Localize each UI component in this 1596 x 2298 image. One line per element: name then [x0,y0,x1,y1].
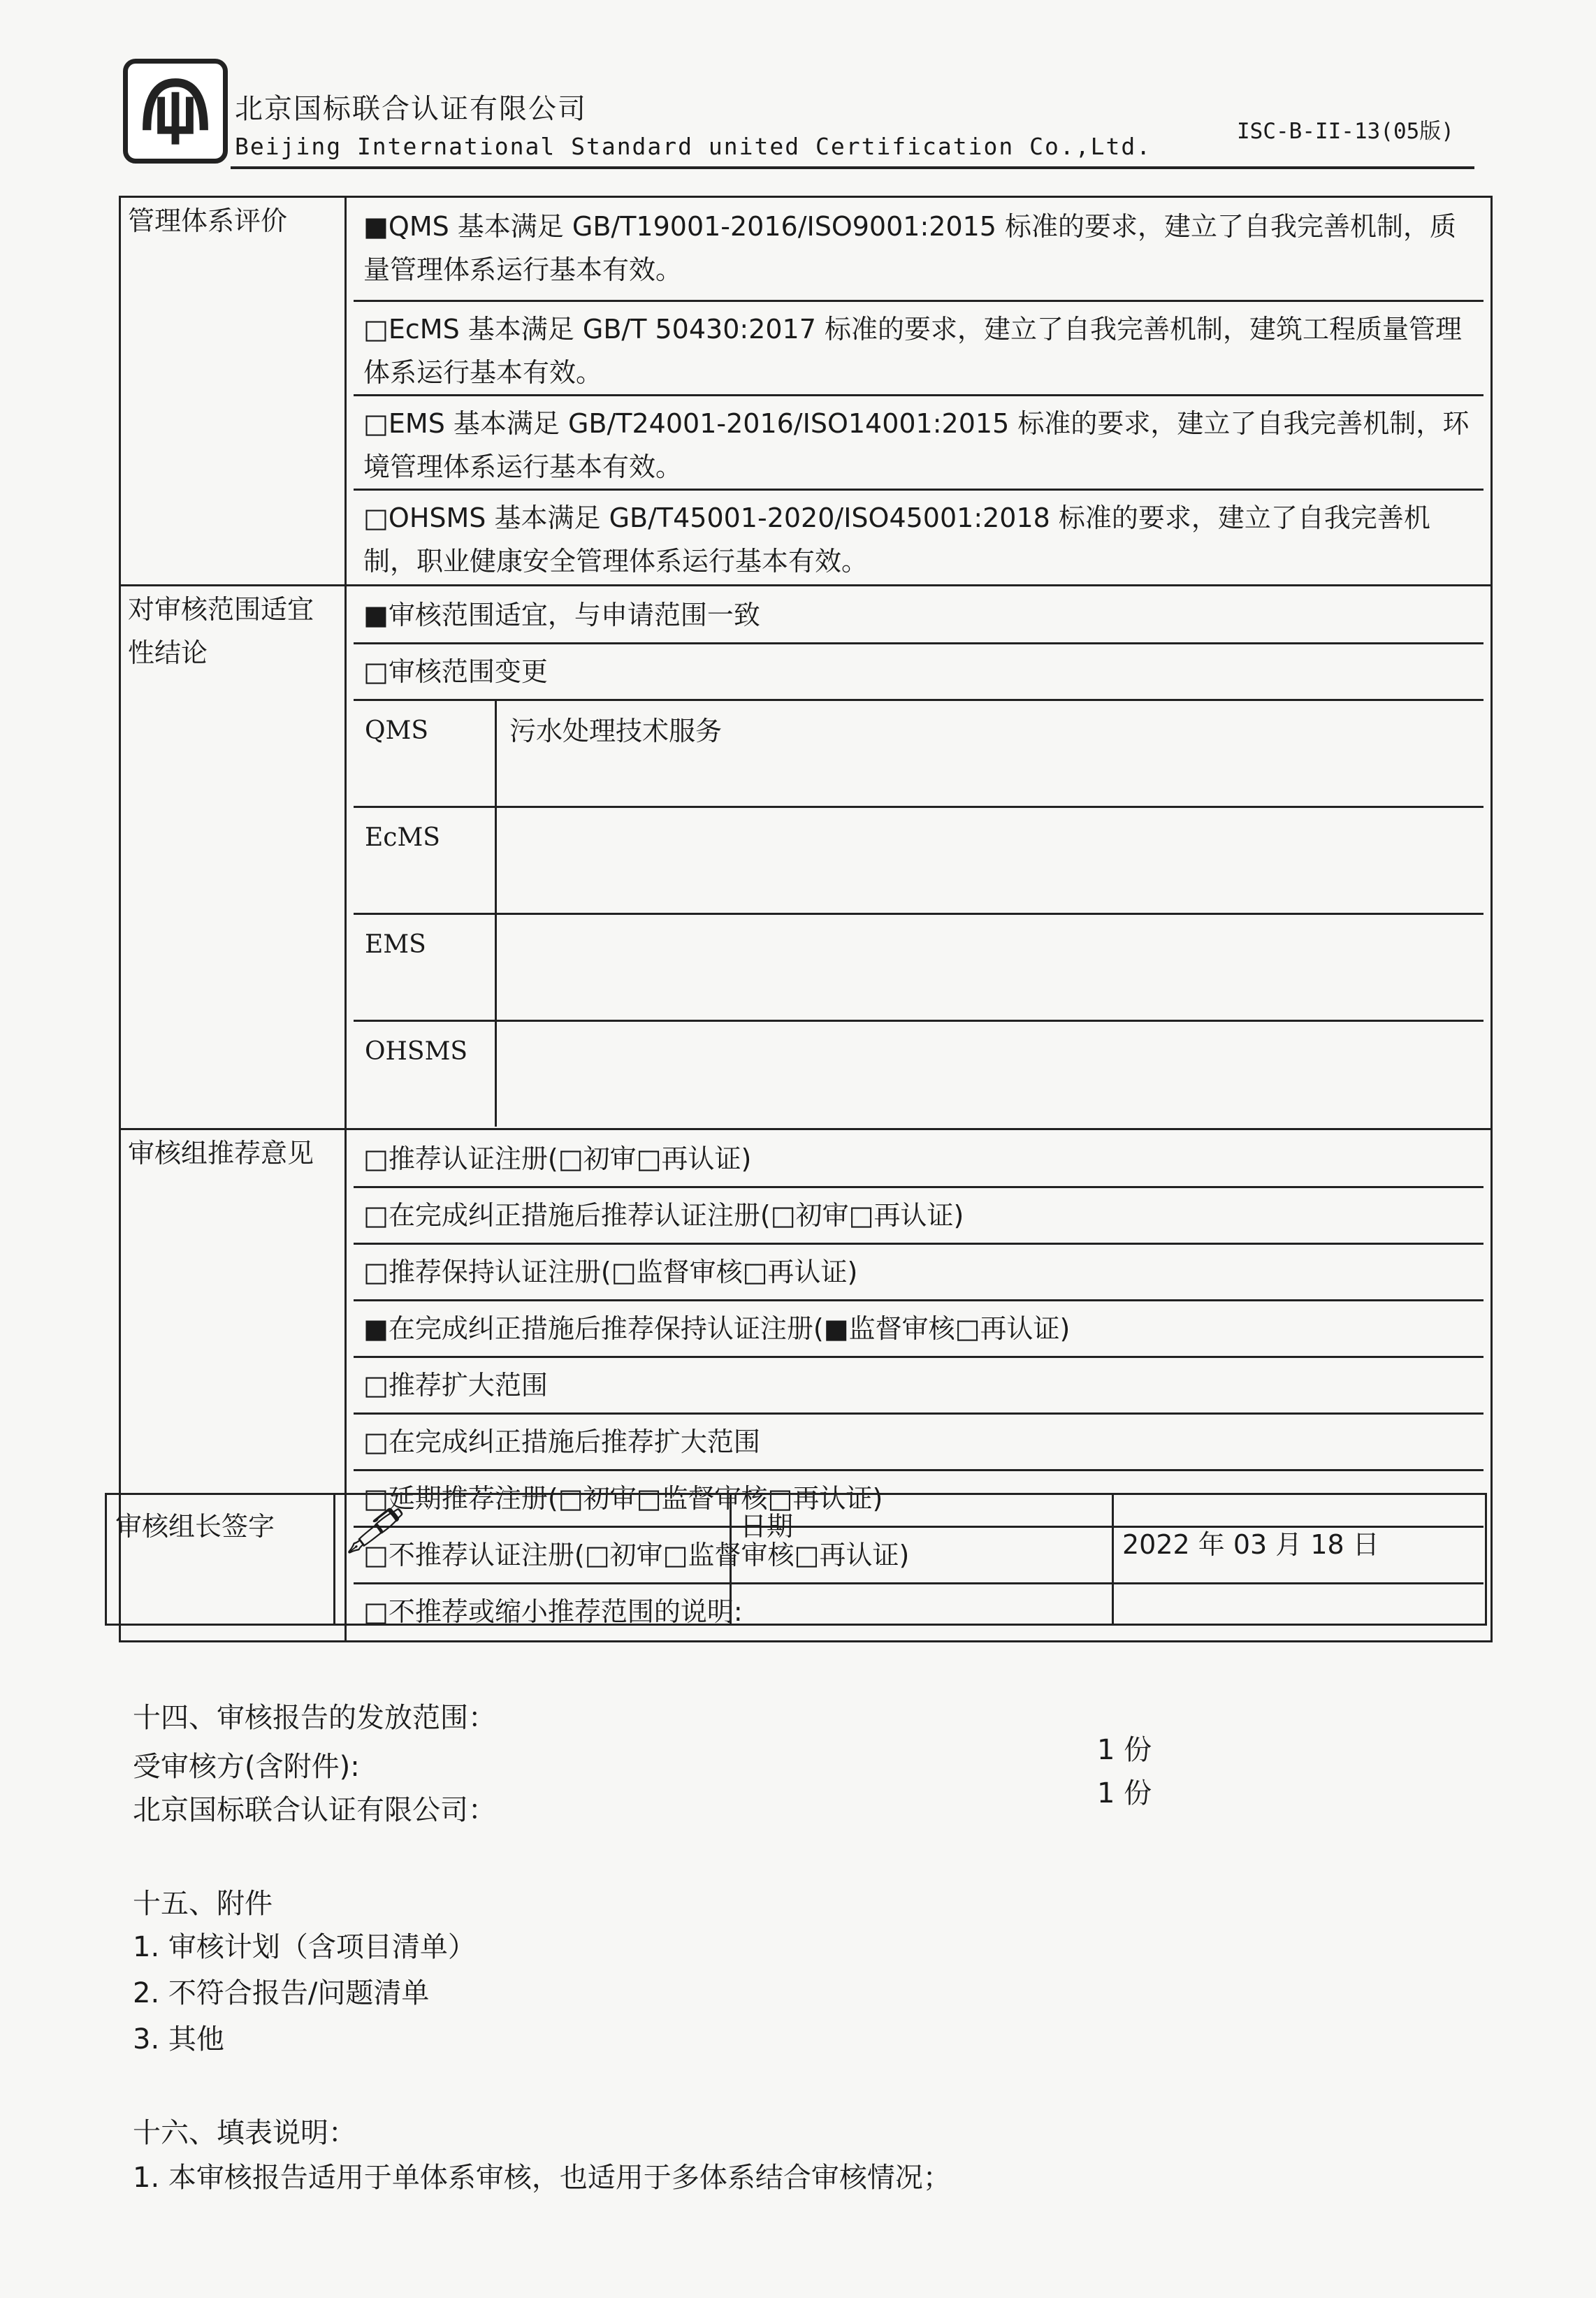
leader-signature [335,1494,731,1625]
recommend-item: □不推荐或缩小推荐范围的说明: [363,1596,743,1627]
scope-row-qms [354,701,1483,808]
section15-item: 2. 不符合报告/问题清单 [133,1977,430,2009]
scope-value [497,1022,1483,1127]
section16-title: 十六、填表说明： [133,2117,356,2149]
scope-row-ecms [354,808,1483,915]
signature-table [105,1493,1487,1626]
section14-line2-qty: 1 份 [1097,1777,1152,1809]
mgmt-item-ohsms: □OHSMS 基本满足 GB/T45001-2020/ISO45001:2018 标准的要求，建立了自我完善机制，职业健康安全管理体系运行基本有效。 [363,503,1430,577]
signature-mark: 🖋 [344,1505,401,1557]
document-code: ISC-B-II-13(05版) [1237,119,1454,144]
scope-option-changed: □审核范围变更 [354,644,1483,701]
scope-key: QMS [354,701,497,806]
leader-signature-label: 审核组长签字 [106,1494,335,1625]
scope-value: 污水处理技术服务 [509,716,723,746]
date-label: 日期 [731,1494,1113,1625]
recommend-item: □推荐扩大范围 [354,1358,1483,1415]
scope-key: OHSMS [354,1022,497,1127]
mgmt-item-ems: □EMS 基本满足 GB/T24001-2016/ISO14001:2015 标准的要求，建立了自我完善机制，环境管理体系运行基本有效。 [354,396,1483,491]
section14-line2: 北京国标联合认证有限公司： [133,1794,496,1826]
scope-row-ems [354,915,1483,1022]
logo-icon [128,64,223,159]
scope-value [497,808,1483,913]
section14-line1: 受审核方(含附件): [133,1751,360,1783]
recommend-item: □在完成纠正措施后推荐认证注册(□初审□再认证) [354,1188,1483,1245]
company-name-en: Beijing International Standard united Certification Co.,Ltd. [235,133,1152,160]
recommend-item: □在完成纠正措施后推荐扩大范围 [354,1415,1483,1471]
scope-row-ohsms [354,1022,1483,1127]
scope-key: EMS [354,915,497,1020]
section16-item: 1. 本审核报告适用于单体系审核，也适用于多体系结合审核情况； [133,2162,951,2194]
mgmt-label: 管理体系评价 [120,197,346,586]
section14-line1-qty: 1 份 [1097,1734,1152,1766]
mgmt-section [120,197,1492,586]
audit-conclusion-table [119,196,1493,1642]
recommend-item: □延期推荐注册(□初审□监督审核□再认证) [354,1471,1483,1528]
recommend-item: □推荐保持认证注册(□监督审核□再认证) [354,1245,1483,1301]
section15-item: 3. 其他 [133,2023,224,2055]
scope-label: 对审核范围适宜性结论 [120,586,346,1129]
header-rule [231,166,1474,169]
recommend-item: □推荐认证注册(□初审□再认证) [354,1132,1483,1188]
mgmt-item-ecms: □EcMS 基本满足 GB/T 50430:2017 标准的要求，建立了自我完善机制，建筑工程质量管理体系运行基本有效。 [354,302,1483,396]
scope-option-suitable: ■审核范围适宜，与申请范围一致 [354,588,1483,644]
company-name-cn: 北京国标联合认证有限公司 [235,93,587,125]
recommend-item: ■在完成纠正措施后推荐保持认证注册(■监督审核□再认证) [354,1301,1483,1358]
scope-value [497,915,1483,1020]
scope-key: EcMS [354,808,497,913]
section15-item: 1. 审核计划（含项目清单） [133,1931,476,1963]
recommend-label: 审核组推荐意见 [120,1129,346,1642]
recommend-item: □不推荐认证注册(□初审□监督审核□再认证) [354,1528,1483,1584]
section14-title: 十四、审核报告的发放范围： [133,1702,496,1734]
mgmt-item-qms: ■QMS 基本满足 GB/T19001-2016/ISO9001:2015 标准的要求，建立了自我完善机制，质量管理体系运行基本有效。 [354,199,1483,302]
section15-title: 十五、附件 [133,1888,273,1920]
date-value: 2022 年 03 月 18 日 [1113,1494,1486,1625]
scope-section [120,586,1492,1129]
company-logo [123,59,228,164]
